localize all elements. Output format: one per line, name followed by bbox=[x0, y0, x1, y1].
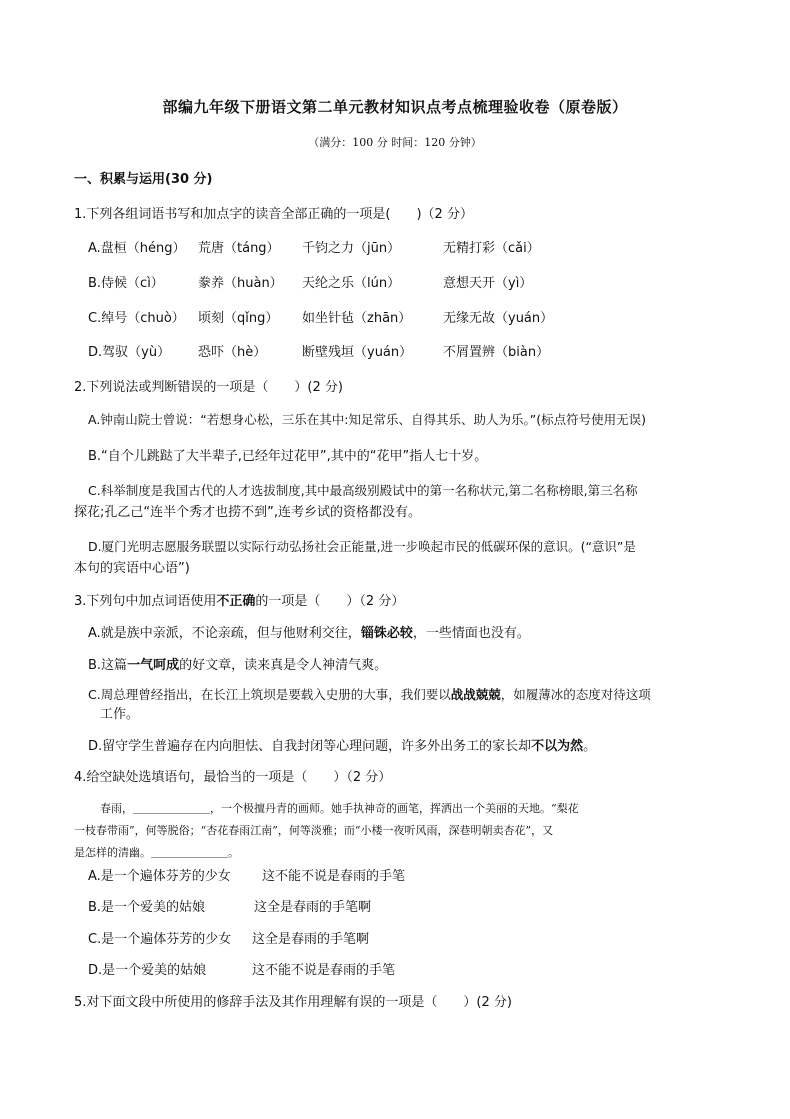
page-title: 部编九年级下册语文第二单元教材知识点考点梳理验收卷（原卷版） bbox=[162, 98, 628, 116]
q3-option-c-line1 bbox=[88, 685, 651, 703]
q4-passage-line2: 一枝春带雨”，何等脱俗；“杏花春雨江南”，何等淡雅；而“小楼一夜听风雨，深巷明朝卖杏花”，又 bbox=[74, 824, 554, 837]
q4-option-b-2: 这全是春雨的手笔啊 bbox=[254, 900, 372, 915]
q3-stem-text: 3.下列句中加点词语使用 bbox=[74, 594, 217, 609]
q3-b-text-end: 的好文章，读来真是令人神清气爽。 bbox=[179, 658, 388, 673]
q3-option-b bbox=[88, 654, 387, 673]
q2-option-a: A.钟南山院士曾说：“若想身心松，三乐在其中:知足常乐、自得其乐、助人为乐。”(标点符号使用无误) bbox=[88, 412, 646, 427]
q1-option-a-3: 千钧之力（jūn） bbox=[302, 241, 401, 256]
q1-option-d-1: D.驾驭（yù） bbox=[88, 345, 171, 360]
question-2-stem: 2.下列说法或判断错误的一项是（ ）(2 分) bbox=[74, 380, 343, 395]
q4-option-c-2: 这全是春雨的手笔啊 bbox=[252, 932, 370, 947]
section-heading: 一、积累与运用(30 分) bbox=[74, 172, 213, 187]
q4-option-a-1: A.是一个遍体芬芳的少女 bbox=[88, 869, 231, 884]
q1-option-d-3: 断壁残垣（yuán） bbox=[302, 345, 413, 360]
q1-option-c-3: 如坐针毡（zhān） bbox=[302, 311, 412, 326]
q3-b-text: B.这篇 bbox=[88, 658, 128, 673]
q3-c-text-end: ，如履薄冰的态度对待这项 bbox=[500, 687, 651, 702]
q4-passage-line1: 春雨，＿＿＿＿＿＿＿，一个极擅丹青的画师。她手执神奇的画笔，挥洒出一个美丽的天地。“梨花 bbox=[100, 802, 579, 815]
q1-option-a-4: 无精打彩（cǎi） bbox=[443, 241, 540, 256]
q1-option-d-4: 不屑置辨（biàn） bbox=[443, 345, 550, 360]
q3-option-a bbox=[88, 622, 530, 641]
q3-d-text-end: 。 bbox=[583, 739, 597, 754]
question-5-stem: 5.对下面文段中所使用的修辞手法及其作用理解有误的一项是（ ）(2 分) bbox=[74, 995, 512, 1010]
q3-a-text-end: ，一些情面也没有。 bbox=[412, 626, 530, 641]
question-1-stem: 1.下列各组词语书写和加点字的读音全部正确的一项是( )（2 分） bbox=[74, 207, 473, 222]
q1-option-c-4: 无缘无故（yuán） bbox=[443, 311, 554, 326]
q4-option-b-1: B.是一个爱美的姑娘 bbox=[88, 900, 206, 915]
q2-option-d-line2: 本句的宾语中心语”) bbox=[74, 561, 190, 576]
q4-option-c-1: C.是一个遍体芬芳的少女 bbox=[88, 932, 232, 947]
q1-option-b-2: 豢养（huàn） bbox=[198, 276, 283, 291]
q2-option-c-line2: 探花;孔乙己“连半个秀才也捞不到”,连考乡试的资格都没有。 bbox=[74, 505, 421, 520]
q4-option-d-1: D.是一个爱美的姑娘 bbox=[88, 963, 207, 978]
q3-option-c-line2: 工作。 bbox=[100, 707, 140, 722]
q2-option-c-line1: C.科举制度是我国古代的人才选拔制度,其中最高级别殿试中的第一名称状元,第二名称榜眼,第三名称 bbox=[88, 483, 638, 498]
q1-option-c-1: C.绰号（chuò） bbox=[88, 311, 185, 326]
q3-a-term: 锱铢必较 bbox=[360, 626, 413, 641]
question-3-stem bbox=[74, 590, 404, 609]
page-subtitle: （满分：100 分 时间：120 分钟） bbox=[308, 136, 482, 149]
q3-b-term: 一气呵成 bbox=[127, 658, 180, 673]
q2-option-d-line1: D.厦门光明志愿服务联盟以实际行动弘扬社会正能量,进一步唤起市民的低碳环保的意识。(“意识”是 bbox=[88, 539, 636, 554]
q4-option-a-2: 这不能不说是春雨的手笔 bbox=[262, 869, 406, 884]
q1-option-c-2: 顷刻（qǐng） bbox=[198, 311, 279, 326]
q1-option-d-2: 恐吓（hè） bbox=[198, 345, 267, 360]
q1-option-b-3: 天纶之乐（lún） bbox=[302, 276, 401, 291]
q4-option-d-2: 这不能不说是春雨的手笔 bbox=[252, 963, 396, 978]
q1-option-b-1: B.侍候（cì） bbox=[88, 276, 164, 291]
q1-option-b-4: 意想天开（yì） bbox=[443, 276, 533, 291]
q4-passage-line3: 是怎样的清幽。＿＿＿＿＿＿＿。 bbox=[74, 846, 239, 859]
q3-a-text: A.就是族中亲派，不论亲疏，但与他财利交往， bbox=[88, 626, 361, 641]
q3-d-term: 不以为然 bbox=[531, 739, 584, 754]
q1-option-a-2: 荒唐（táng） bbox=[198, 241, 280, 256]
question-4-stem: 4.给空缺处选填语句，最恰当的一项是（ ）（2 分） bbox=[74, 770, 392, 785]
q3-stem-text-end: 的一项是（ ）（2 分） bbox=[255, 594, 405, 609]
q3-c-text: C.周总理曾经指出，在长江上筑坝是要载入史册的大事，我们要以 bbox=[88, 687, 451, 702]
q3-option-d bbox=[88, 735, 596, 754]
q2-option-b: B.“自个儿跳跶了大半辈子,已经年过花甲”,其中的“花甲”指人七十岁。 bbox=[88, 449, 488, 464]
q1-option-a-1: A.盘桓（héng） bbox=[88, 241, 186, 256]
q3-c-term: 战战兢兢 bbox=[450, 687, 501, 702]
q3-d-text: D.留守学生普遍存在内向胆怯、自我封闭等心理问题，许多外出务工的家长却 bbox=[88, 739, 532, 754]
q3-stem-emphasis: 不正确 bbox=[216, 594, 256, 609]
